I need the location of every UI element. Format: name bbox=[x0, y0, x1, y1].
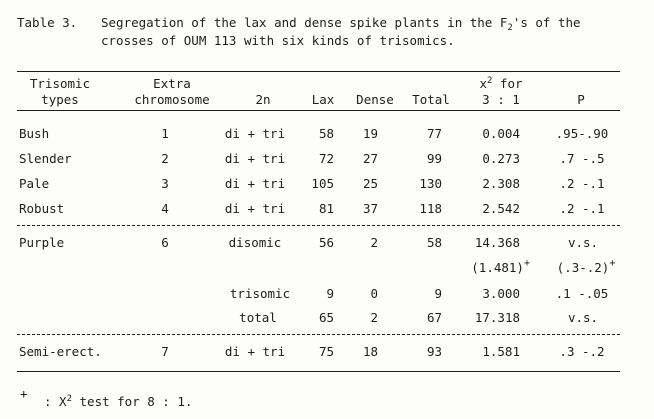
cell-lax: 72 bbox=[318, 151, 334, 166]
cell-p: .7 -.5 bbox=[559, 151, 605, 166]
cell-p-alt bbox=[556, 258, 616, 275]
footnote-text-b: test for 8 : 1. bbox=[72, 394, 193, 409]
cell-chi: 0.004 bbox=[482, 126, 520, 141]
top-rule bbox=[17, 71, 620, 72]
cell-chromosome: 6 bbox=[161, 235, 169, 250]
header-chi-square bbox=[479, 78, 522, 91]
header-chromosome: chromosome bbox=[134, 92, 210, 107]
chi-alt-mark: + bbox=[523, 258, 530, 269]
header-extra: Extra bbox=[153, 76, 191, 91]
header-chi-sup: 2 bbox=[487, 76, 493, 86]
cell-chromosome: 3 bbox=[161, 176, 169, 191]
header-chi-letter: x bbox=[479, 76, 487, 91]
header-chi-for: for bbox=[492, 76, 523, 91]
header-types: types bbox=[41, 92, 79, 107]
cell-p: .3 -.2 bbox=[559, 344, 605, 359]
cell-p: v.s. bbox=[567, 235, 599, 250]
cell-dense: 19 bbox=[362, 126, 378, 141]
header-p: P bbox=[577, 92, 585, 107]
cell-chi: 1.581 bbox=[482, 344, 520, 359]
cell-type: Pale bbox=[19, 176, 50, 191]
cell-chromosome: 1 bbox=[161, 126, 169, 141]
cell-dense: 37 bbox=[362, 201, 378, 216]
cell-type: Semi-erect. bbox=[19, 344, 102, 359]
cell-lax: 75 bbox=[318, 344, 334, 359]
footnote-sup: 2 bbox=[66, 394, 72, 404]
cell-chi: 17.318 bbox=[474, 310, 520, 325]
cell-2n: di + tri bbox=[224, 201, 286, 216]
cell-total: 58 bbox=[426, 235, 442, 250]
caption-label: Table 3. bbox=[17, 15, 78, 30]
cell-lax: 65 bbox=[318, 310, 334, 325]
header-dense: Dense bbox=[356, 92, 394, 107]
cell-2n: di + tri bbox=[224, 344, 286, 359]
p-alt-value: (.3-.2) bbox=[556, 260, 610, 275]
cell-type: Robust bbox=[19, 201, 65, 216]
cell-chromosome: 4 bbox=[161, 201, 169, 216]
bottom-rule bbox=[17, 371, 620, 372]
cell-chi: 2.542 bbox=[482, 201, 520, 216]
cell-2n-disomic: disomic bbox=[228, 235, 282, 250]
caption-line-1-end: 's of the bbox=[512, 15, 581, 30]
cell-dense: 27 bbox=[362, 151, 378, 166]
header-rule bbox=[17, 110, 620, 111]
caption-line-1 bbox=[101, 15, 581, 33]
cell-2n: di + tri bbox=[224, 151, 286, 166]
dashed-separator-2 bbox=[17, 334, 620, 335]
cell-total: 130 bbox=[419, 176, 442, 191]
cell-dense: 2 bbox=[370, 235, 378, 250]
cell-total: 93 bbox=[426, 344, 442, 359]
caption-line-2: crosses of OUM 113 with six kinds of trisomics. bbox=[101, 33, 455, 48]
cell-2n: di + tri bbox=[224, 176, 286, 191]
cell-chi: 3.000 bbox=[482, 286, 520, 301]
caption-subscript: 2 bbox=[507, 23, 513, 33]
footnote-mark: + bbox=[20, 386, 28, 401]
cell-lax: 9 bbox=[326, 286, 334, 301]
cell-chi-alt bbox=[471, 258, 530, 275]
cell-total: 118 bbox=[419, 201, 442, 216]
header-ratio: 3 : 1 bbox=[482, 92, 520, 107]
dashed-separator-1 bbox=[17, 225, 620, 226]
cell-lax: 58 bbox=[318, 126, 334, 141]
cell-chi: 2.308 bbox=[482, 176, 520, 191]
cell-total: 9 bbox=[434, 286, 442, 301]
cell-type: Purple bbox=[19, 235, 65, 250]
caption-line-1-text: Segregation of the lax and dense spike plants in the F bbox=[101, 15, 508, 30]
cell-p: .2 -.1 bbox=[559, 201, 605, 216]
cell-dense: 2 bbox=[370, 310, 378, 325]
cell-chromosome: 7 bbox=[161, 344, 169, 359]
header-lax: Lax bbox=[311, 92, 335, 107]
cell-total: 67 bbox=[426, 310, 442, 325]
header-trisomic: Trisomic bbox=[29, 76, 91, 91]
cell-chi: 0.273 bbox=[482, 151, 520, 166]
cell-p: .1 -.05 bbox=[555, 286, 609, 301]
cell-dense: 25 bbox=[362, 176, 378, 191]
cell-lax: 81 bbox=[318, 201, 334, 216]
cell-chromosome: 2 bbox=[161, 151, 169, 166]
cell-2n: di + tri bbox=[224, 126, 286, 141]
header-total: Total bbox=[412, 92, 450, 107]
cell-2n-trisomic: trisomic bbox=[229, 286, 291, 301]
cell-p: v.s. bbox=[567, 310, 599, 325]
cell-chi: 14.368 bbox=[474, 235, 520, 250]
chi-alt-value: (1.481) bbox=[471, 260, 524, 275]
cell-type: Bush bbox=[19, 126, 50, 141]
cell-type: Slender bbox=[19, 151, 72, 166]
header-2n: 2n bbox=[255, 92, 271, 107]
p-alt-mark: + bbox=[609, 258, 616, 269]
footnote-text bbox=[44, 396, 192, 409]
cell-dense: 18 bbox=[362, 344, 378, 359]
cell-lax: 56 bbox=[318, 235, 334, 250]
cell-lax: 105 bbox=[311, 176, 334, 191]
cell-dense: 0 bbox=[370, 286, 378, 301]
cell-p: .2 -.1 bbox=[559, 176, 605, 191]
cell-p: .95-.90 bbox=[555, 126, 609, 141]
cell-total: 99 bbox=[426, 151, 442, 166]
cell-2n-total: total bbox=[239, 310, 277, 325]
cell-total: 77 bbox=[426, 126, 442, 141]
footnote-text-a: : X bbox=[44, 394, 67, 409]
